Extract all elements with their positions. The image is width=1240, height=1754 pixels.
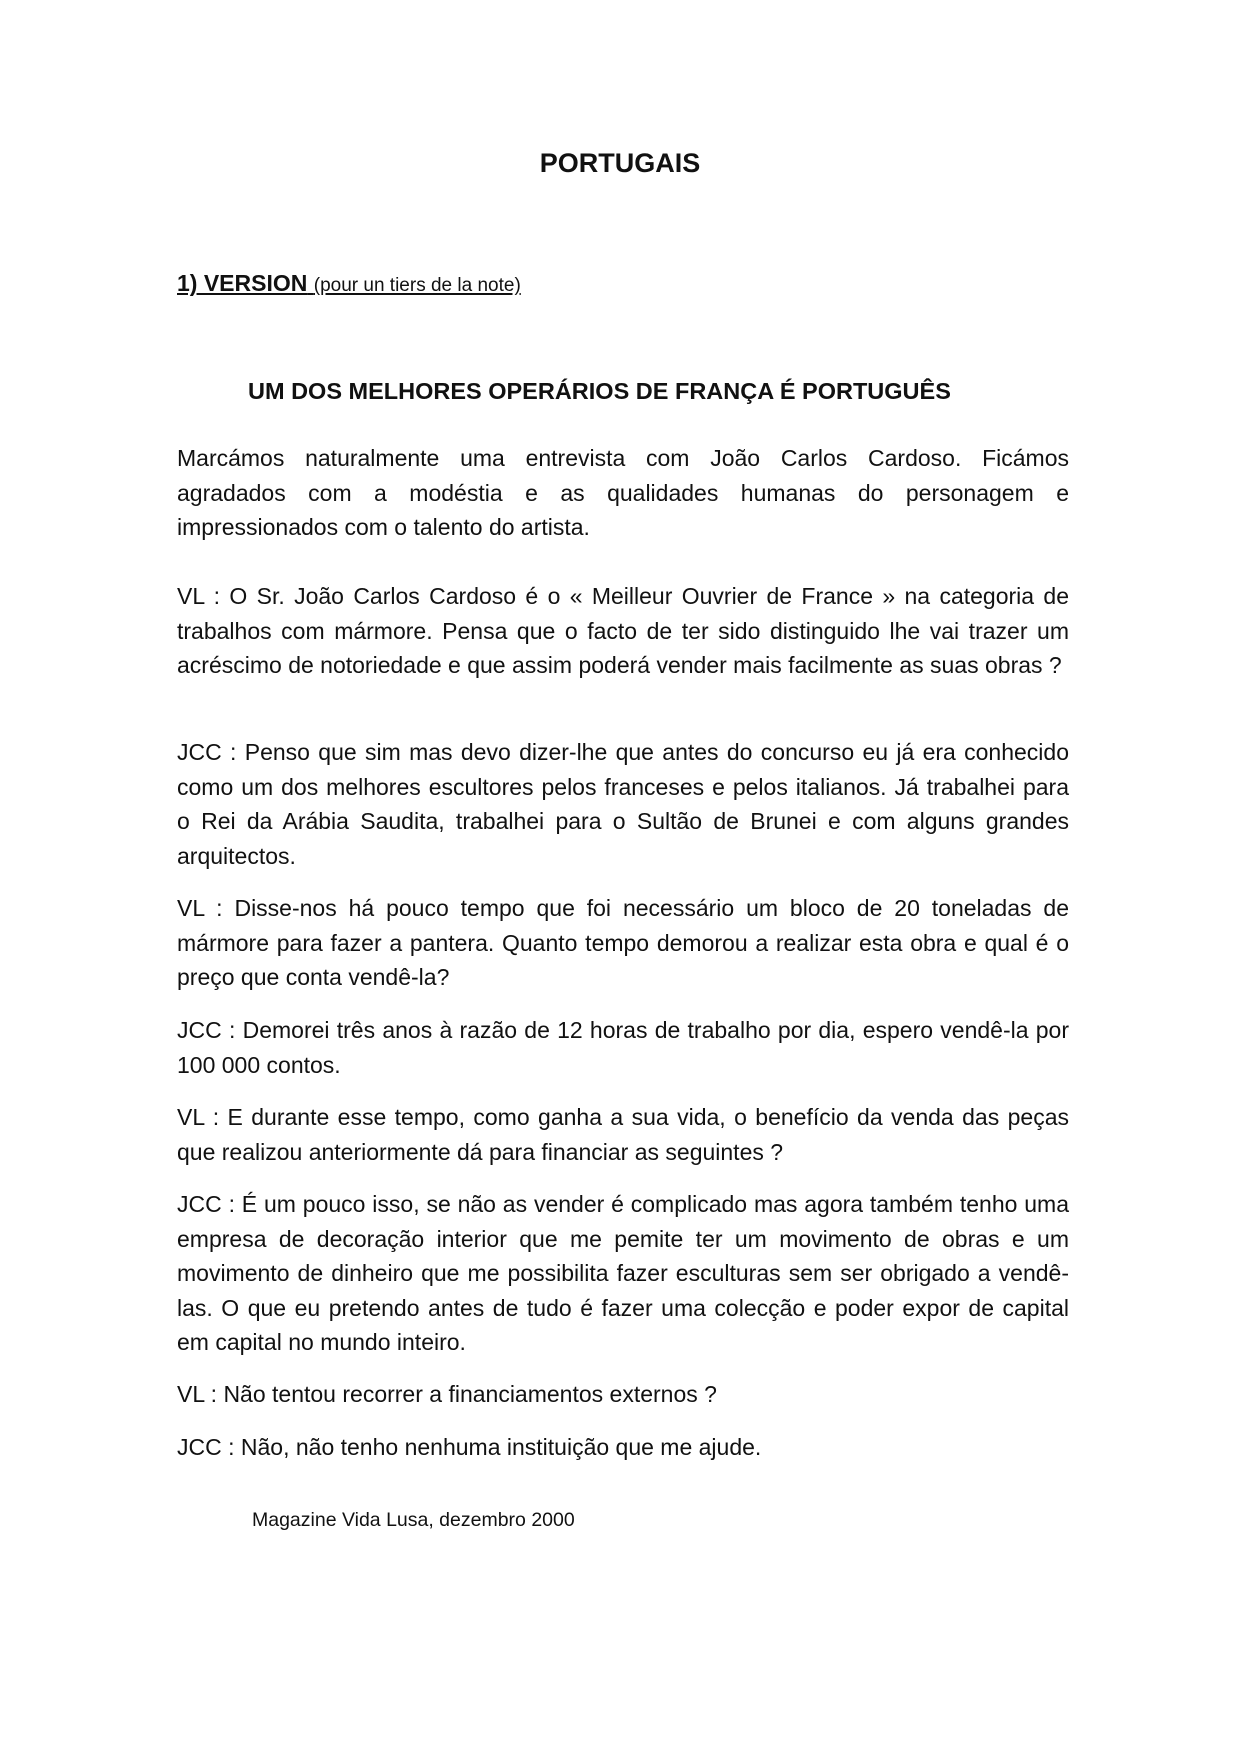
interview-paragraph: VL : Disse-nos há pouco tempo que foi necessário um bloco de 20 toneladas de mármore para fazer a pantera. Quanto tempo demorou a realizar esta obra e qual é o preço que conta vendê-la? xyxy=(177,895,1069,990)
interview-paragraph: JCC : Não, não tenho nenhuma instituição que me ajude. xyxy=(177,1434,762,1460)
page-title: PORTUGAIS xyxy=(539,148,701,178)
source-citation: Magazine Vida Lusa, dezembro 2000 xyxy=(252,1509,575,1531)
interview-paragraph: JCC : É um pouco isso, se não as vender é complicado mas agora também tenho uma empresa de decoração interior que me pemite ter um movimento de obras e um movimento de dinheiro que me possibilita fazer esculturas sem ser obrigado a vendê-las. O que eu pretendo antes de tudo é fazer uma colecção e poder expor de capital em capital no mundo inteiro. xyxy=(177,1191,1069,1355)
interview-paragraph: VL : Não tentou recorrer a financiamentos externos ? xyxy=(177,1381,717,1407)
interview-paragraph: VL : E durante esse tempo, como ganha a sua vida, o benefício da venda das peças que realizou anteriormente dá para financiar as seguintes ? xyxy=(177,1104,1069,1165)
article-title: UM DOS MELHORES OPERÁRIOS DE FRANÇA É PORTUGUÊS xyxy=(248,378,951,404)
section-heading-label: 1) VERSION xyxy=(177,270,308,296)
section-heading-note: (pour un tiers de la note) xyxy=(313,275,521,296)
section-heading xyxy=(177,268,521,301)
interview-paragraph: JCC : Demorei três anos à razão de 12 horas de trabalho por dia, espero vendê-la por 100 000 contos. xyxy=(177,1017,1069,1078)
interview-paragraph: VL : O Sr. João Carlos Cardoso é o « Meilleur Ouvrier de France » na categoria de trabalhos com mármore. Pensa que o facto de ter sido distinguido lhe vai trazer um acréscimo de notoriedade e que assim poderá vender mais facilmente as suas obras ? xyxy=(177,583,1069,678)
interview-paragraph: JCC : Penso que sim mas devo dizer-lhe que antes do concurso eu já era conhecido como um dos melhores escultores pelos franceses e pelos italianos. Já trabalhei para o Rei da Arábia Saudita, trabalhei para o Sultão de Brunei e com alguns grandes arquitectos. xyxy=(177,739,1069,869)
intro-paragraph: Marcámos naturalmente uma entrevista com João Carlos Cardoso. Ficámos agradados com a modéstia e as qualidades humanas do personagem e impressionados com o talento do artista. xyxy=(177,445,1069,540)
